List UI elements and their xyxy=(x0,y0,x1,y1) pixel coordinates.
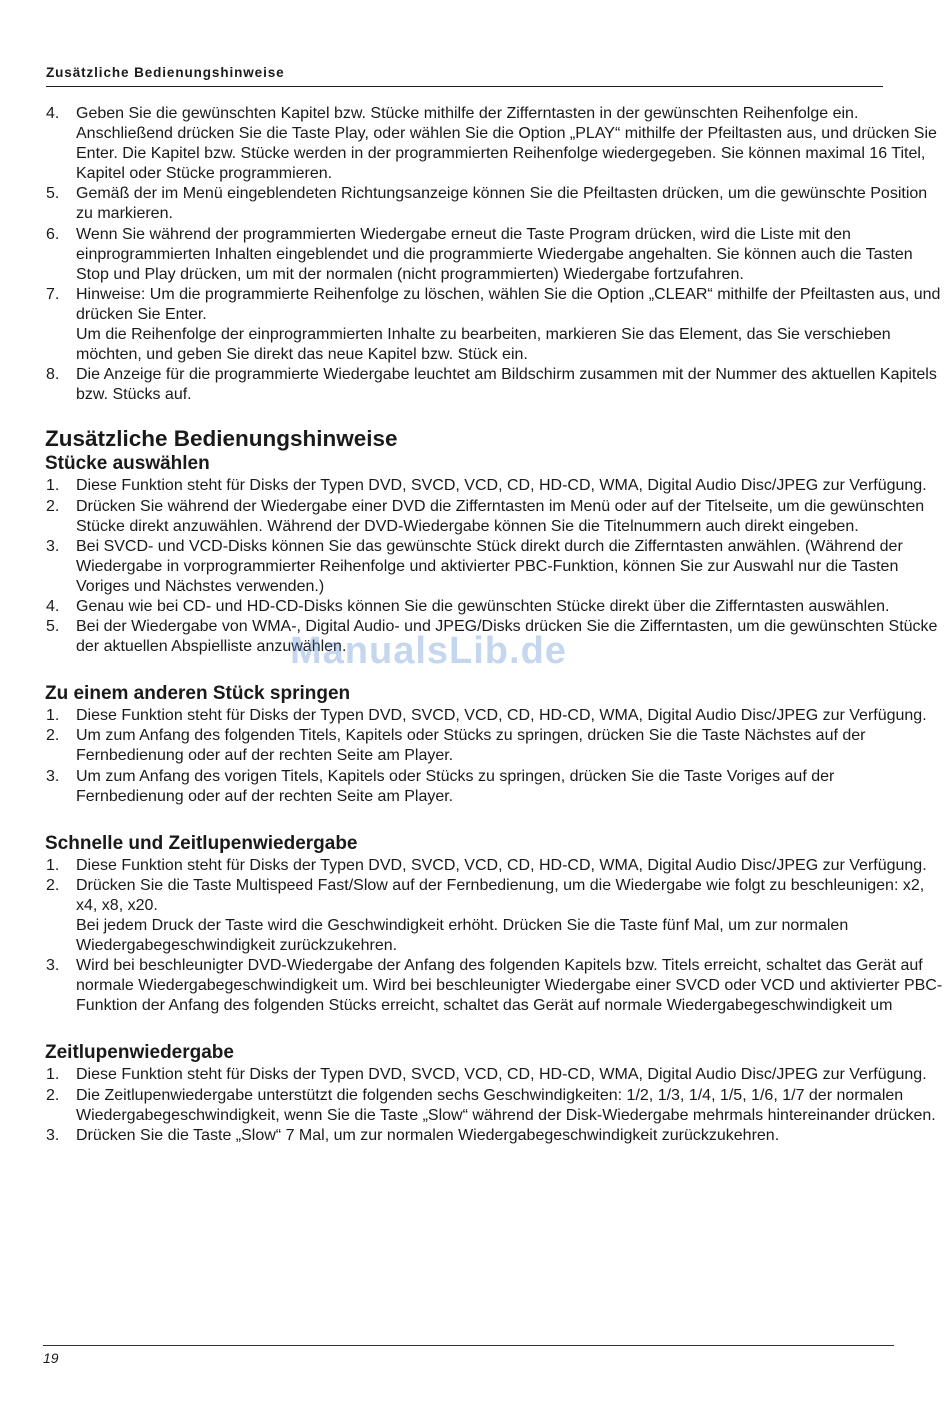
list-item xyxy=(44,1086,946,1126)
running-header-title: Zusätzliche Bedienungshinweise xyxy=(46,65,285,80)
page-footer xyxy=(43,1345,894,1368)
section-list xyxy=(44,706,946,806)
list-item-text: Geben Sie die gewünschten Kapitel bzw. Stücke mithilfe der Zifferntasten in der gewünschten Reihenfolge ein. Anschließend drücken Sie die Taste Play, oder wählen Sie die Option „PLAY“ mithilfe der Pfeiltasten aus, und drücken Sie Enter. Die Kapitel bzw. Stücke werden in der programmierten Reihenfolge wiedergegeben. Sie können maximal 16 Titel, Kapitel oder Stücke programmieren. xyxy=(76,105,937,183)
list-item-text: Drücken Sie während der Wiedergabe einer DVD die Zifferntasten im Menü oder auf der Titelseite, um die gewünschten Stücke direkt anzuwählen. Während der DVD-Wiedergabe können Sie die Titelnummern auch direkt eingeben. xyxy=(76,497,925,535)
list-item-text: Bei der Wiedergabe von WMA-, Digital Audio- und JPEG/Disks drücken Sie die Zifferntasten, um die gewünschten Stücke der aktuellen Abspielliste anzuwählen. xyxy=(76,618,938,656)
list-item xyxy=(44,956,946,1016)
list-item xyxy=(44,856,946,876)
list-item-text: Die Zeitlupenwiedergabe unterstützt die folgenden sechs Geschwindigkeiten: 1/2, 1/3, 1/4, 1/5, 1/6, 1/7 der normalen Wiedergabegeschwindigkeit, wenn Sie die Taste „Slow“ während der Disk-Wiedergabe mehrmals hintereinander drücken. xyxy=(76,1086,936,1124)
list-item-number: 4. xyxy=(46,105,60,122)
list-item xyxy=(44,726,946,766)
section-heading: Schnelle und Zeitlupenwiedergabe xyxy=(45,832,358,854)
list-item-number: 8. xyxy=(46,366,60,384)
list-item xyxy=(44,184,946,224)
list-item xyxy=(44,767,946,807)
list-item-number: 3. xyxy=(46,1126,60,1144)
list-item-number: 7. xyxy=(46,285,60,303)
list-item-number: 2. xyxy=(46,1086,60,1104)
list-item xyxy=(44,537,946,597)
intro-list xyxy=(44,104,946,405)
list-item-number: 3. xyxy=(46,767,60,785)
list-item xyxy=(44,497,946,537)
list-item-text: Drücken Sie die Taste Multispeed Fast/Slow auf der Fernbedienung, um die Wiedergabe wie folgt zu beschleunigen: x2, x4, x8, x20. xyxy=(76,876,925,914)
list-item xyxy=(44,706,946,726)
list-item-text: Genau wie bei CD- und HD-CD-Disks können Sie die gewünschten Stücke direkt über die Zifferntasten auswählen. xyxy=(76,597,890,615)
list-item-number: 4. xyxy=(46,597,60,615)
sections xyxy=(44,452,946,1145)
list-item xyxy=(44,365,946,405)
section-heading: Zu einem anderen Stück springen xyxy=(45,683,351,705)
section-list xyxy=(44,856,946,1017)
list-item-number: 2. xyxy=(46,876,60,894)
list-item-text: Die Anzeige für die programmierte Wiedergabe leuchtet am Bildschirm zusammen mit der Nummer des aktuellen Kapitels bzw. Stücks auf. xyxy=(76,366,937,404)
watermark: ManualsLib.de xyxy=(290,630,567,672)
list-item-text: Um zum Anfang des vorigen Titels, Kapitels oder Stücks zu springen, drücken Sie die Taste Voriges auf der Fernbedienung oder auf der rechten Seite am Player. xyxy=(76,767,835,805)
list-item-number: 3. xyxy=(46,537,60,555)
list-item-text: Diese Funktion steht für Disks der Typen DVD, SVCD, VCD, CD, HD-CD, WMA, Digital Audio Disc/JPEG zur Verfügung. xyxy=(76,707,927,725)
list-item-text: Bei jedem Druck der Taste wird die Geschwindigkeit erhöht. Drücken Sie die Taste fünf Mal, um zur normalen Wiedergabegeschwindigkeit zurückzukehren. xyxy=(76,917,849,955)
list-item xyxy=(44,1065,946,1085)
section-heading: Zeitlupenwiedergabe xyxy=(45,1042,234,1064)
list-item-number: 5. xyxy=(46,618,60,636)
list-item-text: Um zum Anfang des folgenden Titels, Kapitels oder Stücks zu springen, drücken Sie die Taste Nächstes auf der Fernbedienung oder auf der rechten Seite am Player. xyxy=(76,727,866,765)
list-item xyxy=(44,876,946,956)
list-item-text: Wenn Sie während der programmierten Wiedergabe erneut die Taste Program drücken, wird die Liste mit den einprogrammierten Inhalten eingeblendet und die programmierte Wiedergabe angehalten. Sie können auch die Tasten Stop und Play drücken, um mit der normalen (nicht programmierten) Wiedergabe fortzufahren. xyxy=(76,225,913,283)
list-item-text: Diese Funktion steht für Disks der Typen DVD, SVCD, VCD, CD, HD-CD, WMA, Digital Audio Disc/JPEG zur Verfügung. xyxy=(76,477,927,495)
list-item-number: 5. xyxy=(46,185,60,203)
list-item-number: 2. xyxy=(46,727,60,745)
list-item-text: Diese Funktion steht für Disks der Typen DVD, SVCD, VCD, CD, HD-CD, WMA, Digital Audio Disc/JPEG zur Verfügung. xyxy=(76,856,927,874)
list-item-number: 2. xyxy=(46,497,60,515)
section-heading: Stücke auswählen xyxy=(45,453,210,475)
section-list xyxy=(44,1065,946,1145)
list-item xyxy=(44,104,946,184)
list-item-number: 1. xyxy=(46,477,60,495)
list-item-number: 1. xyxy=(46,856,60,874)
list-item xyxy=(44,617,946,657)
list-item-text: Um die Reihenfolge der einprogrammierten Inhalte zu bearbeiten, markieren Sie das Element, das Sie verschieben möchten, und geben Sie direkt das neue Kapitel bzw. Stück ein. xyxy=(76,326,891,364)
page-header xyxy=(46,64,883,87)
list-item-text: Bei SVCD- und VCD-Disks können Sie das gewünschte Stück direkt durch die Zifferntasten anwählen. (Während der Wiedergabe in vorprogrammierter Reihenfolge und aktivierter PBC-Funktion, können Sie zur Auswahl nur die Tasten Voriges und Nächstes verwenden.) xyxy=(76,537,903,595)
list-item-text: Gemäß der im Menü eingeblendeten Richtungsanzeige können Sie die Pfeiltasten drücken, um die gewünschte Position zu markieren. xyxy=(76,185,928,223)
main-title: Zusätzliche Bedienungshinweise xyxy=(45,426,398,452)
list-item-text: Wird bei beschleunigter DVD-Wiedergabe der Anfang des folgenden Kapitels bzw. Titels erreicht, schaltet das Gerät auf normale Wiedergabegeschwindigkeit um. Wird bei beschleunigter Wiedergabe einer SVCD oder VCD und aktivierter PBC-Funktion der Anfang des folgenden Stücks erreicht, schaltet das Gerät auf normale Wiedergabegeschwindigkeit um xyxy=(76,957,943,1015)
list-item-number: 6. xyxy=(46,225,60,243)
section-list xyxy=(44,476,946,657)
list-item-number: 1. xyxy=(46,1066,60,1084)
list-item xyxy=(44,597,946,617)
list-item xyxy=(44,285,946,365)
page-content xyxy=(44,104,946,1146)
page-number: 19 xyxy=(43,1350,59,1366)
list-item-number: 3. xyxy=(46,957,60,975)
list-item xyxy=(44,225,946,285)
list-item-text: Drücken Sie die Taste „Slow“ 7 Mal, um zur normalen Wiedergabegeschwindigkeit zurückzukehren. xyxy=(76,1126,780,1144)
list-item xyxy=(44,1126,946,1146)
list-item-text: Diese Funktion steht für Disks der Typen DVD, SVCD, VCD, CD, HD-CD, WMA, Digital Audio Disc/JPEG zur Verfügung. xyxy=(76,1066,927,1084)
list-item-number: 1. xyxy=(46,707,60,725)
list-item-text: Hinweise: Um die programmierte Reihenfolge zu löschen, wählen Sie die Option „CLEAR“ mithilfe der Pfeiltasten aus, und drücken Sie Enter. xyxy=(76,285,941,323)
list-item xyxy=(44,476,946,496)
